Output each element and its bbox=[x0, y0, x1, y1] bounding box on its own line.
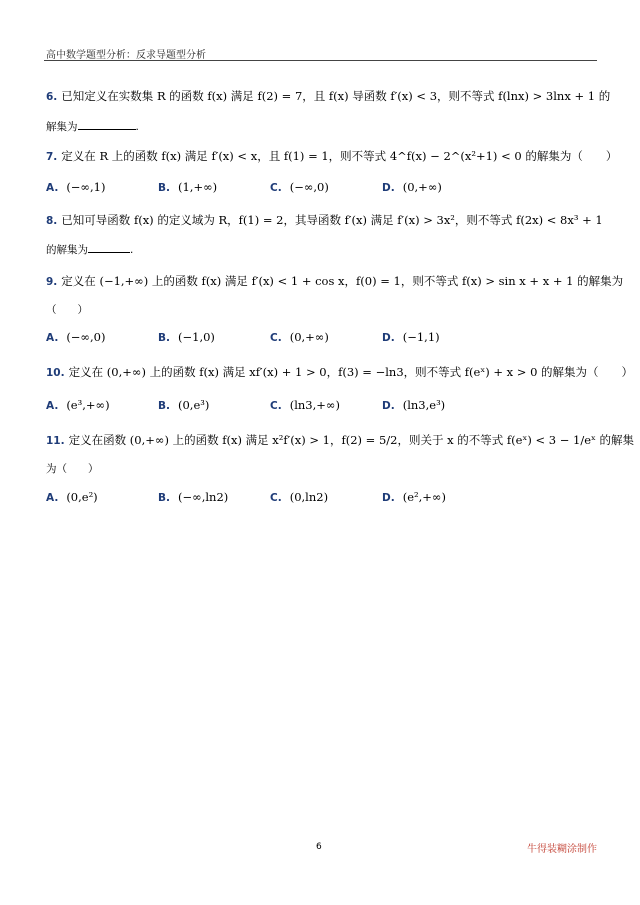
q10-line1 bbox=[46, 364, 633, 380]
page-header: 高中数学题型分析：反求导题型分析 bbox=[46, 50, 206, 61]
q7-line1 bbox=[46, 148, 617, 164]
q8-line2 bbox=[46, 242, 133, 257]
q7-text: 定义在 R 上的函数 f(x) 满足 f′(x) < x，且 f(1) = 1，则不等式 4^f(x) − 2^(x²+1) < 0 的解集为（ ） bbox=[61, 149, 618, 163]
q11-line1 bbox=[46, 432, 634, 448]
q11-number: 11. bbox=[46, 435, 65, 447]
q9-option-a: A. (−∞,0) bbox=[46, 330, 106, 344]
q7-option-d: D. (0,+∞) bbox=[382, 180, 442, 194]
q11-text: 定义在函数 (0,+∞) 上的函数 f(x) 满足 x²f′(x) > 1，f(2) = 5/2，则关于 x 的不等式 f(eˣ) < 3 − 1/eˣ 的解集 bbox=[68, 433, 635, 447]
q10-option-d: D. (ln3,e³) bbox=[382, 398, 446, 412]
maker-credit: 牛得装糊涂制作 bbox=[527, 844, 597, 855]
q6-line1 bbox=[46, 88, 610, 104]
page-number: 6 bbox=[316, 842, 322, 852]
q8-text: 已知可导函数 f(x) 的定义域为 R，f(1) = 2，其导函数 f′(x) 满足 f′(x) > 3x²，则不等式 f(2x) < 8x³ + 1 bbox=[61, 213, 603, 227]
q11-option-c: C. (0,ln2) bbox=[270, 490, 329, 504]
q8-answer-prefix: 的解集为 bbox=[46, 244, 88, 256]
q9-text: 定义在 (−1,+∞) 上的函数 f(x) 满足 f′(x) < 1 + cos x，f(0) = 1，则不等式 f(x) > sin x + x + 1 的解集为 bbox=[61, 274, 624, 288]
q6-answer-blank bbox=[78, 119, 136, 130]
header-rule bbox=[44, 60, 597, 61]
q11-option-b: B. (−∞,ln2) bbox=[158, 490, 229, 504]
q7-option-a: A. (−∞,1) bbox=[46, 180, 106, 194]
q6-line2 bbox=[46, 119, 139, 134]
q7-option-b: B. (1,+∞) bbox=[158, 180, 218, 194]
q6-text: 已知定义在实数集 R 的函数 f(x) 满足 f(2) = 7，且 f(x) 导函数 f′(x) < 3，则不等式 f(lnx) > 3lnx + 1 的 bbox=[61, 89, 611, 103]
q7-option-c: C. (−∞,0) bbox=[270, 180, 329, 194]
q6-answer-prefix: 解集为 bbox=[46, 121, 78, 133]
q9-line2: （ ） bbox=[46, 304, 88, 316]
q10-number: 10. bbox=[46, 367, 65, 379]
q6-number: 6. bbox=[46, 91, 58, 103]
q9-option-b: B. (−1,0) bbox=[158, 330, 215, 344]
q10-option-a: A. (e³,+∞) bbox=[46, 398, 110, 412]
q10-option-b: B. (0,e³) bbox=[158, 398, 210, 412]
q9-option-c: C. (0,+∞) bbox=[270, 330, 329, 344]
q8-line1 bbox=[46, 212, 603, 228]
q7-number: 7. bbox=[46, 151, 58, 163]
q8-number: 8. bbox=[46, 215, 58, 227]
q9-line1 bbox=[46, 273, 623, 289]
q8-answer-blank bbox=[88, 242, 130, 253]
q11-option-a: A. (0,e²) bbox=[46, 490, 98, 504]
q9-option-d: D. (−1,1) bbox=[382, 330, 440, 344]
q11-line2: 为（ ） bbox=[46, 463, 99, 475]
q10-text: 定义在 (0,+∞) 上的函数 f(x) 满足 xf′(x) + 1 > 0，f(3) = −ln3，则不等式 f(eˣ) + x > 0 的解集为（ ） bbox=[68, 365, 634, 379]
q11-option-d: D. (e²,+∞) bbox=[382, 490, 446, 504]
q6-answer-suffix: . bbox=[135, 121, 139, 133]
q9-number: 9. bbox=[46, 276, 58, 288]
q8-answer-suffix: . bbox=[130, 244, 134, 256]
q10-option-c: C. (ln3,+∞) bbox=[270, 398, 340, 412]
